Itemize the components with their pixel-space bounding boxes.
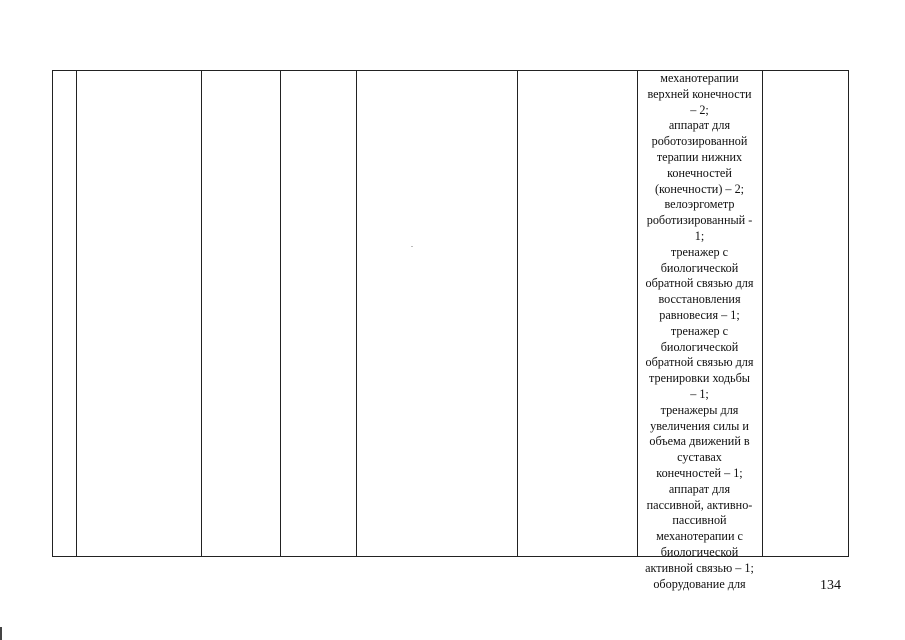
column-divider bbox=[762, 71, 763, 556]
cell-line: суставах bbox=[677, 450, 722, 465]
cell-line: тренажер с bbox=[670, 244, 729, 259]
cell-line: (конечности) – 2; bbox=[654, 181, 745, 196]
cell-line: биологической bbox=[660, 339, 739, 354]
cell-line: 1; bbox=[694, 228, 705, 243]
cell-line: пассивной, активно- bbox=[646, 497, 753, 512]
cell-line: – 1; bbox=[690, 386, 709, 401]
cell-line: роботизированный - bbox=[646, 213, 753, 228]
cell-line: обратной связью для bbox=[645, 355, 754, 370]
page-number: 134 bbox=[820, 578, 841, 593]
equipment-list-cell bbox=[637, 71, 762, 591]
cell-line: равновесия – 1; bbox=[659, 307, 740, 322]
column-divider bbox=[201, 71, 202, 556]
cell-line: – 2; bbox=[690, 102, 709, 117]
cell-line: велоэргометр bbox=[664, 197, 735, 212]
cell-line: обратной связью для bbox=[645, 276, 754, 291]
column-divider bbox=[517, 71, 518, 556]
column-divider bbox=[356, 71, 357, 556]
cell-line: биологической bbox=[660, 544, 739, 559]
cell-line: аппарат для bbox=[668, 118, 731, 133]
cell-line: конечностей – 1; bbox=[656, 465, 743, 480]
cell-line: аппарат для bbox=[668, 481, 731, 496]
column-divider bbox=[280, 71, 281, 556]
cell-line: тренажер с bbox=[670, 323, 729, 338]
scan-speck bbox=[411, 246, 413, 247]
cell-line: конечностей bbox=[667, 165, 732, 180]
cell-line: восстановления bbox=[658, 292, 741, 307]
column-divider bbox=[76, 71, 77, 556]
cell-line: роботозированной bbox=[651, 134, 748, 149]
cell-line: терапии нижних bbox=[656, 149, 743, 164]
cell-line: тренажеры для bbox=[660, 402, 739, 417]
cell-line: пассивной bbox=[672, 513, 727, 528]
scan-edge-mark bbox=[0, 627, 2, 640]
cell-line: оборудование для bbox=[653, 576, 746, 591]
cell-line: увеличения силы и bbox=[650, 418, 749, 433]
cell-line: объема движений в bbox=[649, 434, 750, 449]
cell-line: тренировки ходьбы bbox=[649, 371, 750, 386]
cell-line: верхней конечности bbox=[647, 86, 752, 101]
cell-line: биологической bbox=[660, 260, 739, 275]
cell-line: механотерапии с bbox=[656, 529, 743, 544]
cell-line: активной связью – 1; bbox=[645, 560, 754, 575]
cell-line: механотерапии bbox=[660, 71, 739, 85]
